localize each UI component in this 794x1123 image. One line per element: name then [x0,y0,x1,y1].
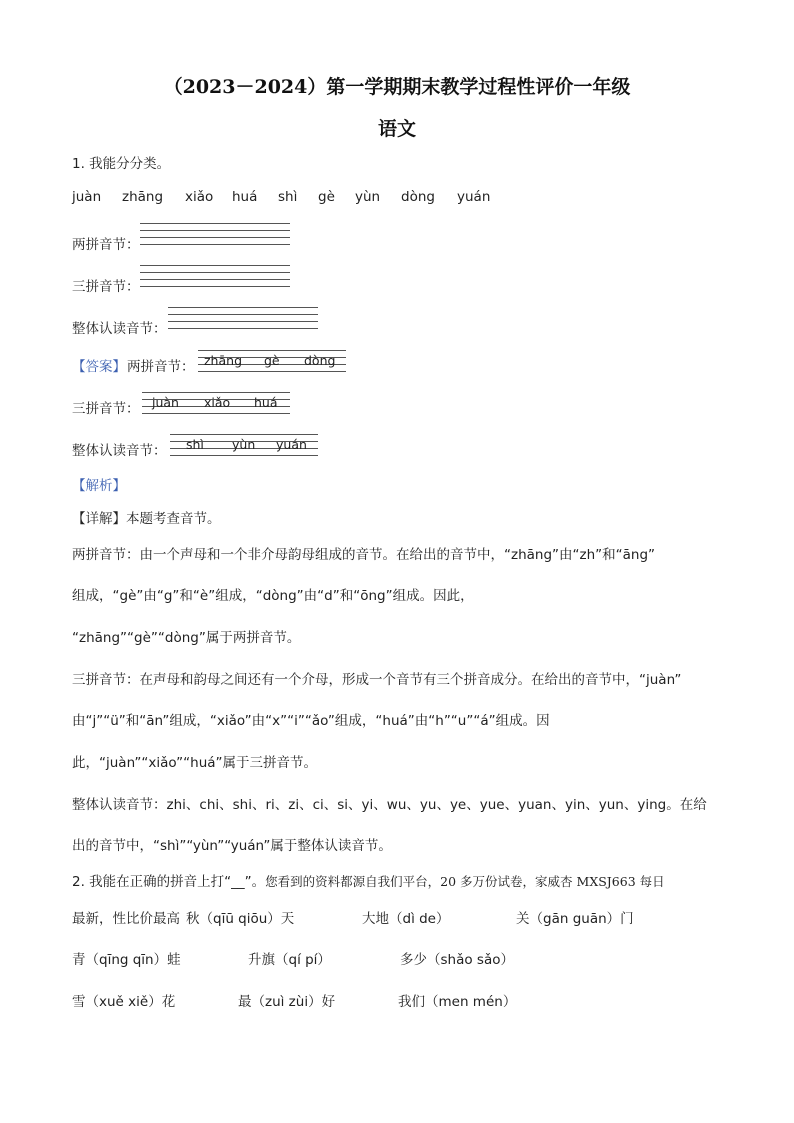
watermark-text: 您看到的资料都源自我们平台，20 多万份试卷，家威杏 MXSJ663 每日 [265,874,665,889]
q2-item[interactable]: 升旗（qí pí） [248,952,331,968]
label-three-syllable: 三拼音节： [72,279,140,295]
writing-lines[interactable] [168,307,318,331]
answer-label-whole: 整体认读音节： [72,443,167,459]
writing-lines[interactable] [140,265,290,289]
syllable: zhāng [122,189,164,205]
analysis-paragraph-line: 三拼音节：在声母和韵母之间还有一个介母，形成一个音节有三个拼音成分。在给出的音节中，“juàn” [72,672,682,688]
analysis-paragraph-line: 此，“juàn”“xiǎo”“huá”属于三拼音节。 [72,755,318,771]
page-title: （2023－2024）第一学期期末教学过程性评价一年级 [163,76,631,98]
q2-item[interactable]: 青（qīng qīn）蛙 [72,952,181,968]
q2-line2-prefix: 最新，性比价最高 [72,911,180,927]
answer-label-three: 三拼音节： [72,401,140,417]
syllable: xiǎo [185,189,214,205]
subject-title: 语文 [377,118,416,140]
q2-item[interactable]: 我们（men mén） [398,994,517,1010]
analysis-paragraph-line: 组成，“gè”由“g”和“è”组成，“dòng”由“d”和“ōng”组成。因此， [72,588,474,604]
answer-syllable: zhāng [204,353,243,368]
answer-syllable: huá [254,395,278,410]
analysis-paragraph-line: 两拼音节：由一个声母和一个非介母韵母组成的音节。在给出的音节中，“zhāng”由“zh”和“āng” [72,547,656,563]
q1-question: 1. 我能分分类。 [72,156,171,172]
q2-item[interactable]: 雪（xuě xiě）花 [72,994,176,1010]
analysis-paragraph-line: “zhāng”“gè”“dòng”属于两拼音节。 [72,630,301,646]
analysis-paragraph-line: 出的音节中，“shì”“yùn”“yuán”属于整体认读音节。 [72,838,392,854]
answer-syllable: gè [264,353,280,368]
q2-item[interactable]: 最（zuì zùi）好 [238,994,336,1010]
answer-syllable: yùn [232,437,256,452]
label-whole-syllable: 整体认读音节： [72,321,167,337]
answer-lines-two [198,350,346,374]
answer-label-two: 两拼音节： [127,359,195,375]
analysis-paragraph-line: 由“j”“ü”和“ān”组成，“xiǎo”由“x”“i”“ǎo”组成，“huá”由“h”“u”“á”组成。因 [72,713,550,729]
syllable-row [72,189,552,207]
analysis-tag: 【解析】 [72,478,126,494]
answer-lines-whole [170,434,318,458]
analysis-detail: 【详解】本题考查音节。 [72,511,221,527]
label-two-syllable: 两拼音节： [72,237,140,253]
answer-syllable: yuán [276,437,307,452]
analysis-paragraph-line: 整体认读音节：zhi、chi、shi、ri、zi、ci、si、yi、wu、yu、ye、yue、yuan、yin、yun、ying。在给 [72,797,707,813]
q2-item[interactable]: 关（gān guān）门 [516,911,634,927]
syllable: yuán [457,189,491,205]
answer-tag: 【答案】 [72,359,126,375]
q2-item[interactable]: 秋（qīū qiōu）天 [186,911,295,927]
syllable: juàn [72,189,102,205]
syllable: dòng [401,189,435,205]
syllable: shì [278,189,298,205]
answer-syllable: shì [186,437,204,452]
q2-instruction: 2. 我能在正确的拼音上打“__”。 [72,874,266,890]
answer-lines-three [142,392,290,416]
syllable: huá [232,189,258,205]
syllable: yùn [355,189,381,205]
q2-item[interactable]: 多少（shǎo sǎo） [400,952,514,968]
answer-syllable: xiǎo [204,395,231,410]
answer-syllable: juàn [152,395,179,410]
q2-question [72,870,665,890]
q2-item[interactable]: 大地（dì de） [362,911,450,927]
syllable: gè [318,189,335,205]
answer-syllable: dòng [304,353,336,368]
writing-lines[interactable] [140,223,290,247]
